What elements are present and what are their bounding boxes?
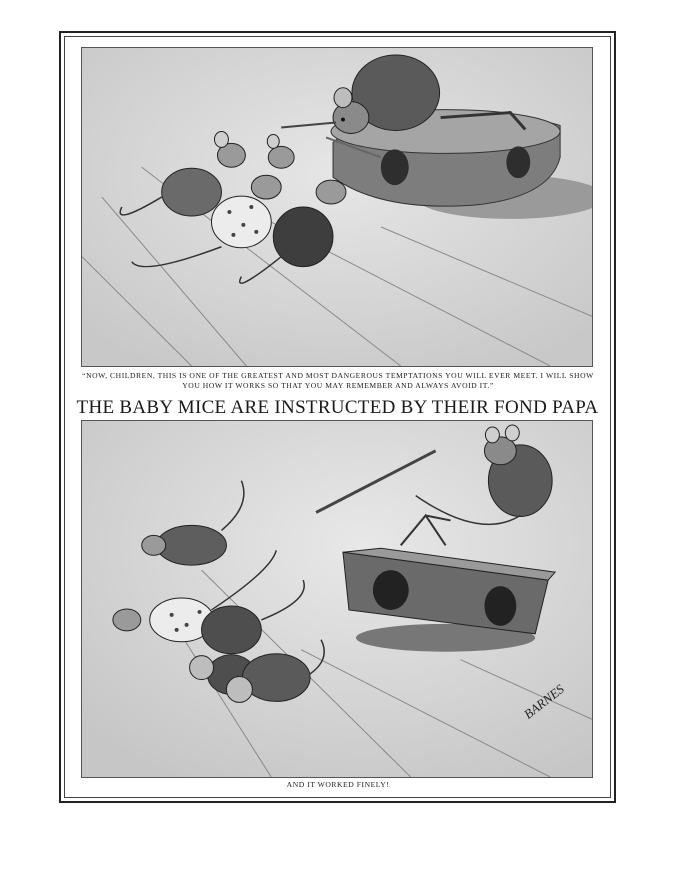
page-headline: THE BABY MICE ARE INSTRUCTED BY THEIR FOND PAPA	[76, 397, 599, 418]
bottom-illustration-drawing	[82, 421, 592, 777]
top-caption: “NOW, CHILDREN, THIS IS ONE OF THE GREATEST AND MOST DANGEROUS TEMPTATIONS YOU WILL EVER MEET. I WILL SHOW YOU HOW IT WORKS SO THAT YOU MAY REMEMBER AND ALWAYS AVOID IT.”	[82, 371, 594, 390]
top-illustration-drawing	[82, 48, 592, 366]
bottom-caption: AND IT WORKED FINELY!	[286, 780, 390, 789]
artist-signature: BARNES	[520, 681, 567, 722]
bottom-illustration	[81, 420, 593, 778]
top-illustration	[81, 47, 593, 367]
